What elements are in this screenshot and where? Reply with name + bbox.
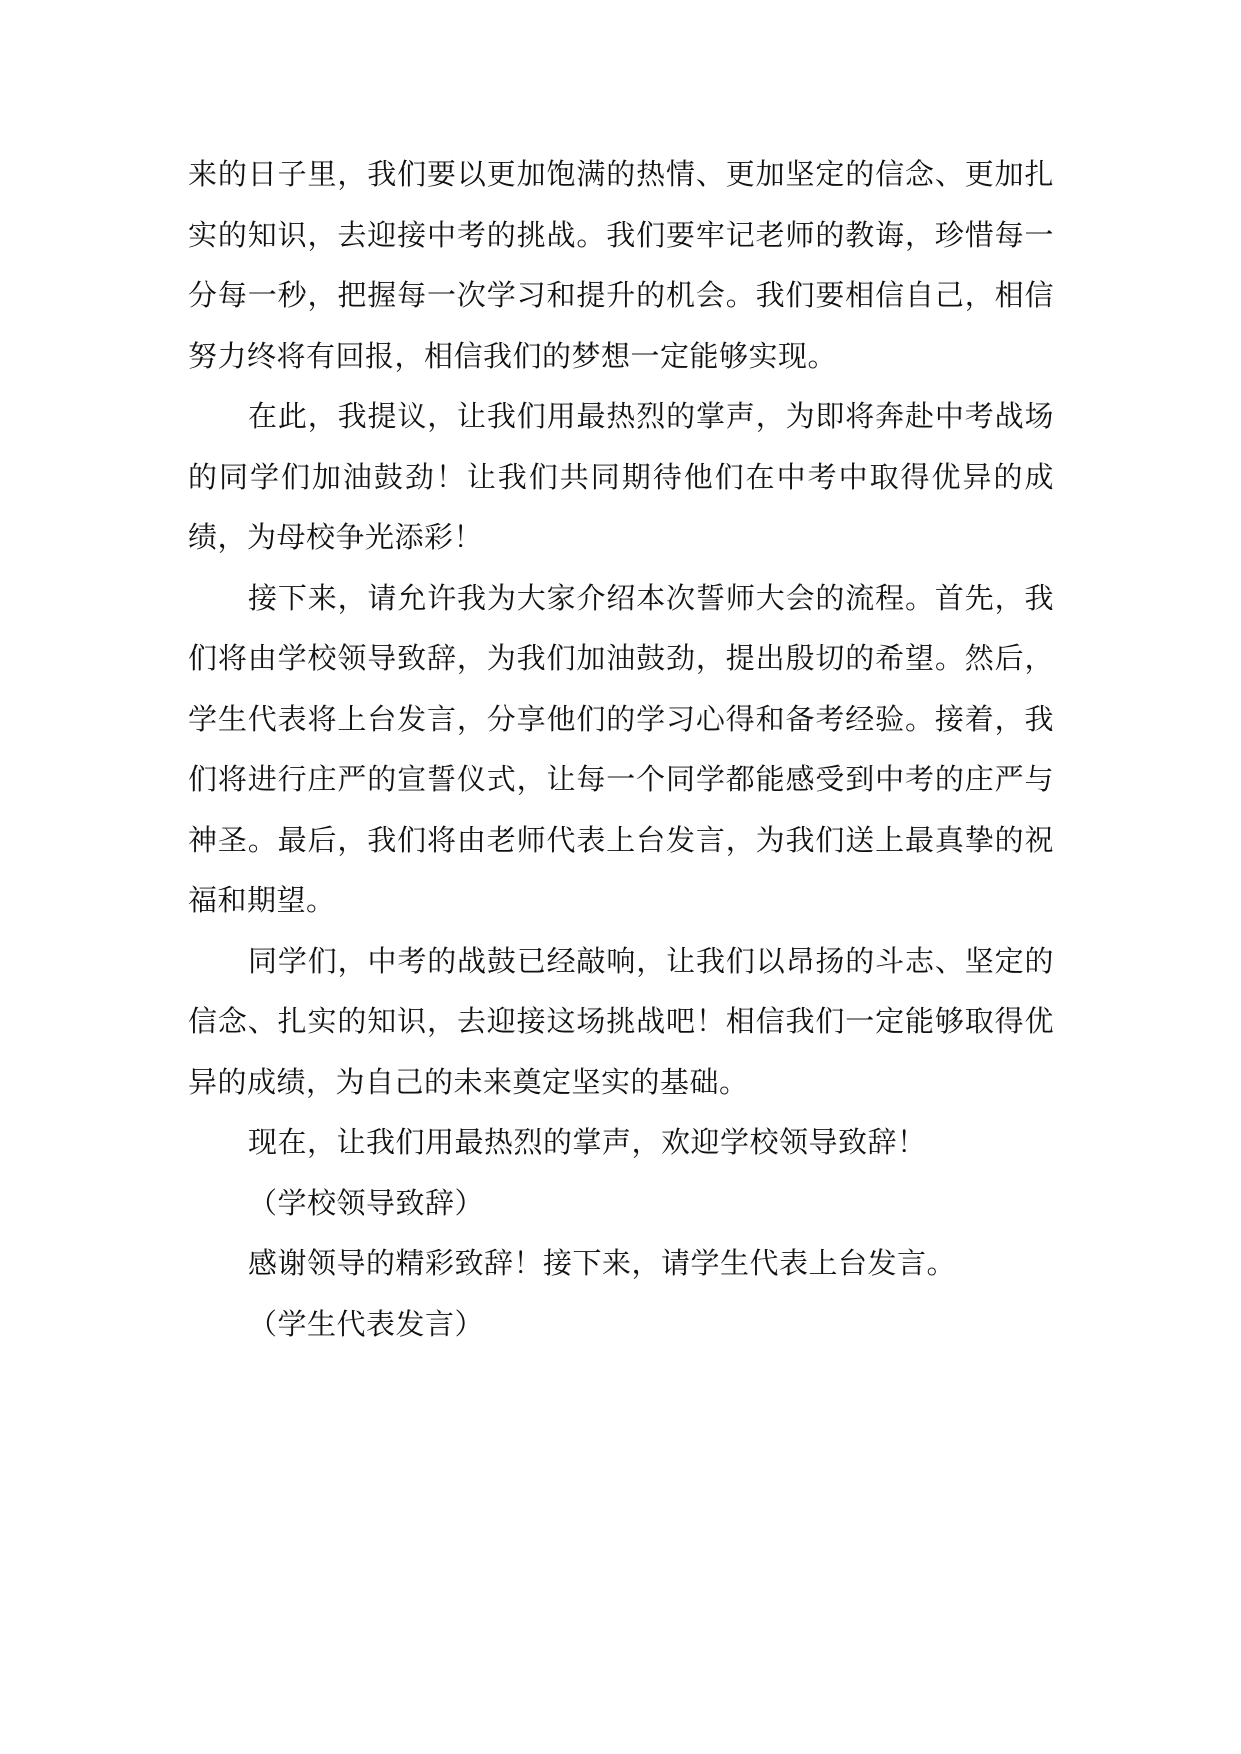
paragraph-welcome-leader: 现在，让我们用最热烈的掌声，欢迎学校领导致辞！ (248, 1125, 927, 1159)
paragraph-agenda: 接下来，请允许我为大家介绍本次誓师大会的流程。首先，我们将由学校领导致辞，为我们加油鼓劲，提出殷切的希望。然后，学生代表将上台发言，分享他们的学习心得和备考经验。接着，我们将进行庄严的宣誓仪式，让每一个同学都能感受到中考的庄严与神圣。最后，我们将由老师代表上台发言，为我们送上最真挚的祝福和期望。 (188, 580, 1054, 917)
paragraph-proposal: 在此，我提议，让我们用最热烈的掌声，为即将奔赴中考战场的同学们加油鼓劲！让我们共同期待他们在中考中取得优异的成绩，为母校争光添彩！ (188, 399, 1054, 554)
paragraph-thanks-leader: 感谢领导的精彩致辞！接下来，请学生代表上台发言。 (248, 1246, 957, 1280)
stage-note-leader-speech: （学校领导致辞） (248, 1185, 485, 1220)
document-body (188, 144, 1054, 1354)
stage-note-student-speech: （学生代表发言） (248, 1306, 485, 1341)
paragraph-rallying-call: 同学们，中考的战鼓已经敲响，让我们以昂扬的斗志、坚定的信念、扎实的知识，去迎接这场挑战吧！相信我们一定能够取得优异的成绩，为自己的未来奠定坚实的基础。 (188, 943, 1054, 1099)
paragraph-continuation: 来的日子里，我们要以更加饱满的热情、更加坚定的信念、更加扎实的知识，去迎接中考的挑战。我们要牢记老师的教诲，珍惜每一分每一秒，把握每一次学习和提升的机会。我们要相信自己，相信努力终将有回报，相信我们的梦想一定能够实现。 (188, 157, 1054, 373)
